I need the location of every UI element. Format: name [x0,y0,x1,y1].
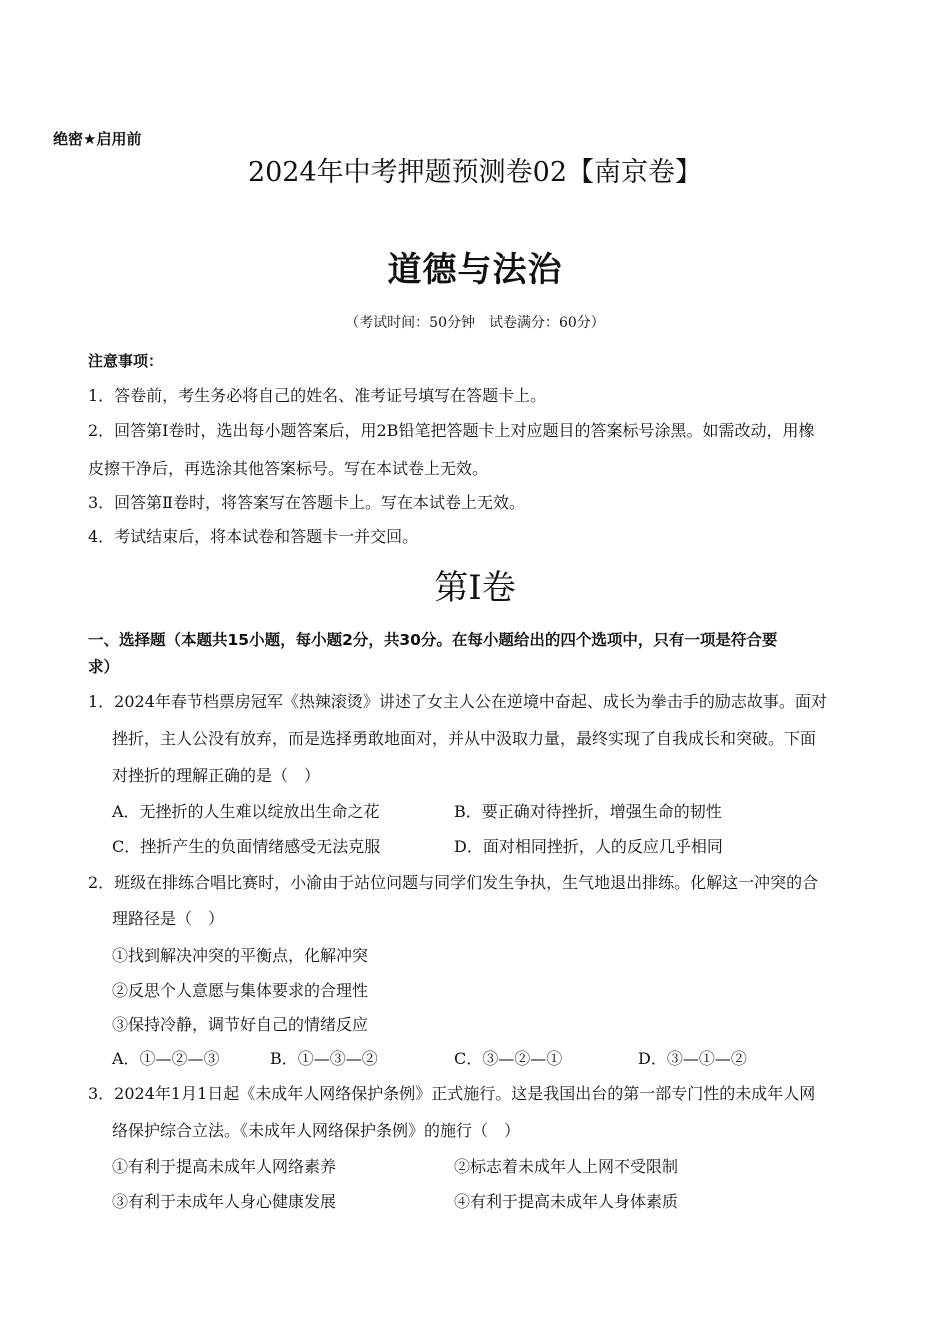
notice-item-2-line-2: 皮擦干净后，再选涂其他答案标号。写在本试卷上无效。 [88,459,489,478]
confidential-label: 绝密★启用前 [53,130,142,148]
exam-time-score: （考试时间：50分钟 试卷满分：60分） [345,315,605,331]
q1-option-d: D．面对相同挫折，人的反应几乎相同 [454,837,723,856]
part-heading-line-2: 求） [88,658,120,676]
notice-item-3: 3．回答第Ⅱ卷时，将答案写在答题卡上。写在本试卷上无效。 [88,493,526,512]
notice-item-1: 1．答卷前，考生务必将自己的姓名、准考证号填写在答题卡上。 [88,386,547,405]
q2-option-d: D．③—①—② [638,1049,747,1068]
q1-stem-line-1: 1．2024年春节档票房冠军《热辣滚烫》讲述了女主人公在逆境中奋起、成长为拳击手的励志故事。面对 [88,692,827,711]
notice-item-4: 4．考试结束后，将本试卷和答题卡一并交回。 [88,527,419,546]
q3-stem-line-2: 络保护综合立法。《未成年人网络保护条例》的施行（ ） [112,1121,521,1140]
section-title: 第Ⅰ卷 [434,568,516,608]
q1-stem-line-3: 对挫折的理解正确的是（ ） [112,766,321,785]
part-heading-line-1: 一、选择题（本题共15小题，每小题2分，共30分。在每小题给出的四个选项中，只有一项是符合要 [88,631,778,649]
q2-statement-2: ②反思个人意愿与集体要求的合理性 [112,981,369,1000]
notice-heading: 注意事项： [88,352,164,370]
q2-option-a: A．①—②—③ [112,1049,220,1068]
notice-item-2-line-1: 2．回答第Ⅰ卷时，选出每小题答案后，用2B铅笔把答题卡上对应题目的答案标号涂黑。如需改动，用橡 [88,421,815,440]
q2-statement-3: ③保持冷静，调节好自己的情绪反应 [112,1015,369,1034]
q1-stem-line-2: 挫折，主人公没有放弃，而是选择勇敢地面对，并从中汲取力量，最终实现了自我成长和突破。下面 [112,729,817,748]
q2-stem-line-1: 2．班级在排练合唱比赛时，小渝由于站位问题与同学们发生争执，生气地退出排练。化解这一冲突的合 [88,873,819,892]
q2-option-b: B．①—③—② [270,1049,378,1068]
q3-statement-2: ②标志着未成年人上网不受限制 [454,1157,679,1176]
q2-statement-1: ①找到解决冲突的平衡点，化解冲突 [112,946,369,965]
q3-statement-4: ④有利于提高未成年人身体素质 [454,1192,679,1211]
q1-option-c: C．挫折产生的负面情绪感受无法克服 [112,837,381,856]
q3-statement-1: ①有利于提高未成年人网络素养 [112,1157,337,1176]
q2-stem-line-2: 理路径是（ ） [112,909,225,928]
q3-stem-line-1: 3．2024年1月1日起《未成年人网络保护条例》正式施行。这是我国出台的第一部专门性的未成年人网 [88,1084,816,1103]
subject-title: 道德与法治 [387,250,563,290]
q3-statement-3: ③有利于未成年人身心健康发展 [112,1192,337,1211]
q2-option-c: C．③—②—① [454,1049,563,1068]
q1-option-a: A．无挫折的人生难以绽放出生命之花 [112,802,380,821]
q1-option-b: B．要正确对待挫折，增强生命的韧性 [454,802,722,821]
exam-title: 2024年中考押题预测卷02【南京卷】 [247,157,703,188]
